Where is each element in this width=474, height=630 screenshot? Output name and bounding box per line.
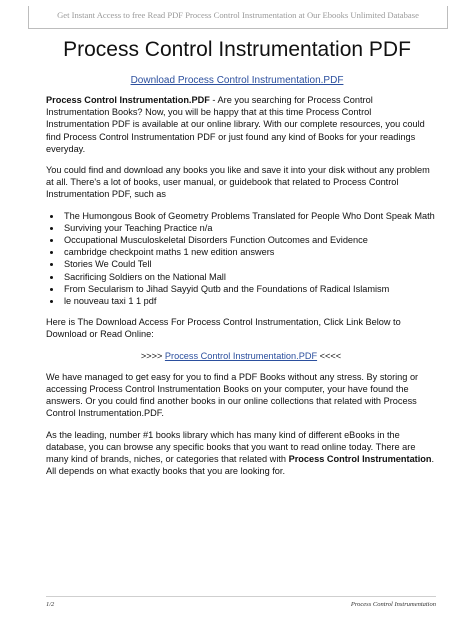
link-suffix: <<<< bbox=[317, 350, 342, 361]
list-item: • Stories We Could Tell bbox=[62, 258, 436, 270]
main-content bbox=[46, 94, 436, 486]
leading-text-1: As the leading, number #1 books library which has many kind of different eBooks in the database, you can browse any specific books that you want to read online today. There are many kind of brands, niches, or categories that related with bbox=[46, 429, 416, 465]
download-access-paragraph: Here is The Download Access For Process Control Instrumentation, Click Link Below to Download or Read Online: bbox=[46, 317, 401, 340]
leading-text-2: . All depends on what exactly books that you are looking for. bbox=[46, 454, 435, 477]
intro-paragraph bbox=[46, 94, 436, 155]
intro-bold: Process Control Instrumentation.PDF bbox=[46, 95, 210, 105]
related-books-list bbox=[46, 210, 436, 308]
read-link-line bbox=[46, 350, 436, 362]
read-online-link[interactable]: Process Control Instrumentation.PDF bbox=[164, 350, 318, 361]
download-line bbox=[0, 75, 474, 86]
list-item: • cambridge checkpoint maths 1 new edition answers bbox=[62, 246, 436, 258]
list-item: • le nouveau taxi 1 1 pdf bbox=[62, 295, 436, 307]
list-item: • From Secularism to Jihad Sayyid Qutb and the Foundations of Radical Islamism bbox=[62, 283, 436, 295]
list-item: • The Humongous Book of Geometry Problems Translated for People Who Dont Speak Math bbox=[62, 210, 436, 222]
page-title: Process Control Instrumentation PDF bbox=[63, 38, 411, 61]
page-number: 1/2 bbox=[46, 601, 55, 608]
link-prefix: >>>> bbox=[140, 350, 165, 361]
leading-paragraph bbox=[46, 429, 436, 478]
leading-bold: Process Control Instrumentation bbox=[288, 454, 432, 465]
list-item: • Occupational Musculoskeletal Disorders Function Outcomes and Evidence bbox=[62, 234, 436, 246]
intro-text: - Are you searching for Process Control Instrumentation Books? Now, you will be happy that at this time Process Control Instrumentation PDF is available at our online library. With our complete resources, you could find Process Control Instrumentation PDF or just found any kind of Books for your readings everyday. bbox=[46, 95, 425, 154]
list-item: • Surviving your Teaching Practice n/a bbox=[62, 222, 436, 234]
related-paragraph: You could find and download any books you like and save it into your disk without any problem at all. There's a lot of books, user manual, or guidebook that related to Process Control Instrumentation PDF, such as bbox=[46, 165, 430, 200]
managed-paragraph: We have managed to get easy for you to find a PDF Books without any stress. By storing or accessing Process Control Instrumentation Books on your computer, your have found the answers. Or you could find another books in our online collections that related with Process Control Instrumentation.PDF. bbox=[46, 371, 419, 419]
download-link[interactable]: Download Process Control Instrumentation.PDF bbox=[130, 75, 344, 86]
list-item: • Sacrificing Soldiers on the National Mall bbox=[62, 271, 436, 283]
top-banner: Get Instant Access to free Read PDF Process Control Instrumentation at Our Ebooks Unlimited Database bbox=[28, 6, 448, 29]
page-footer bbox=[46, 596, 436, 608]
footer-title: Process Control Instrumentation bbox=[350, 601, 436, 608]
